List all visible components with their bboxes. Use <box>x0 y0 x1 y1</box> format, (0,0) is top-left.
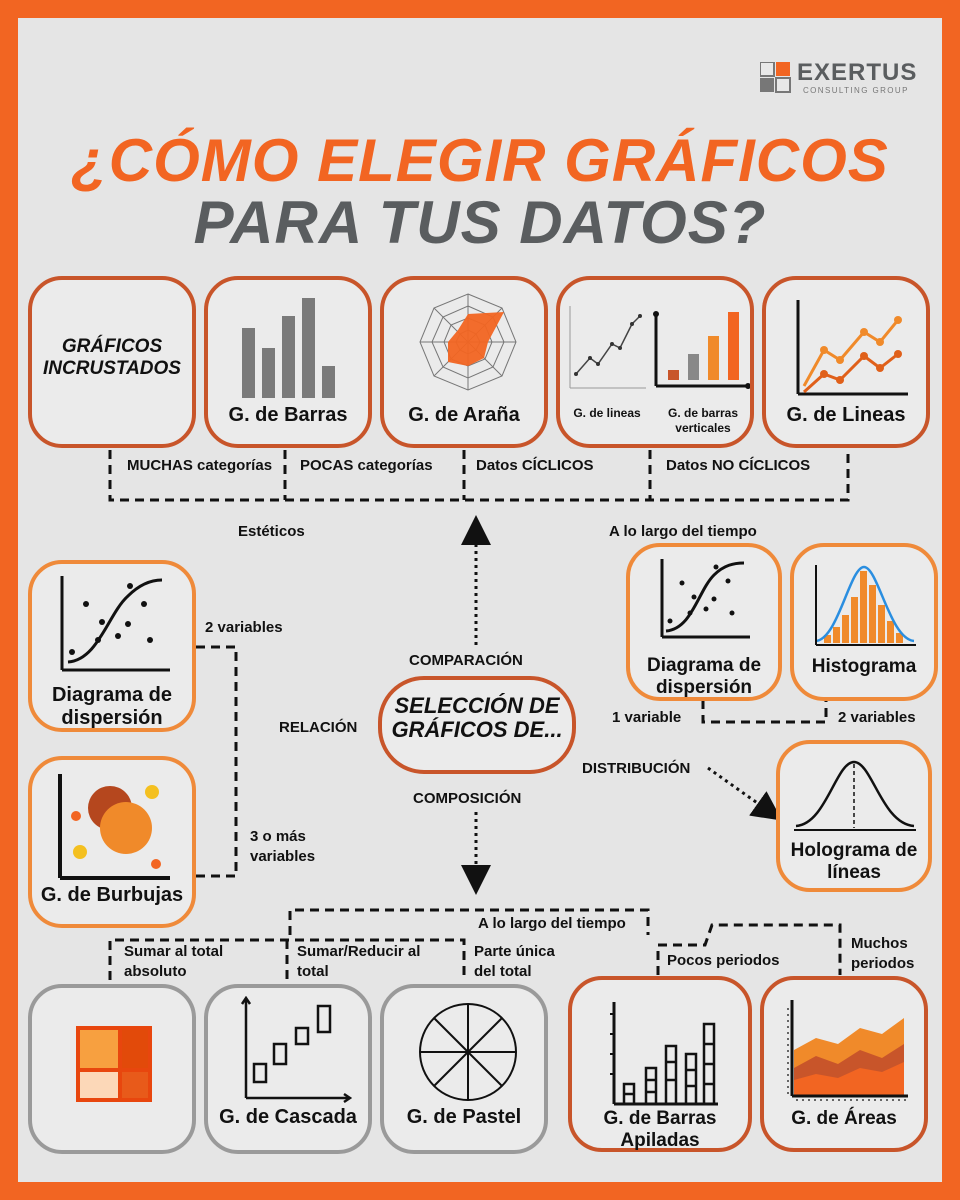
chart-label-waterfall: G. de Cascada <box>219 1106 357 1128</box>
category-distribution: DISTRIBUCIÓN <box>582 760 691 777</box>
line-chart-icon <box>794 298 910 398</box>
condition-few-categories: POCAS categorías <box>300 457 433 474</box>
chart-label-bubbles: G. de Burbujas <box>40 884 184 906</box>
title-line-2: PARA TUS DATOS? <box>193 189 767 256</box>
composition-few-periods: Pocos periodos <box>667 952 780 969</box>
bell-curve-icon <box>792 758 918 832</box>
composition-sum-total: Sumar al total absoluto <box>124 943 224 980</box>
line-chart-small-icon <box>568 304 648 390</box>
condition-many-categories: MUCHAS categorías <box>127 457 273 474</box>
chart-card-waterfall <box>204 984 372 1154</box>
bar-chart-icon <box>236 294 346 398</box>
chart-card-embedded <box>28 276 196 448</box>
composition-single-part: Parte única del total <box>474 943 555 980</box>
chart-card-treemap <box>28 984 196 1154</box>
histogram-icon <box>814 563 918 647</box>
chart-card-spider <box>380 276 548 448</box>
relation-three-vars: 3 o más variables <box>250 828 316 865</box>
chart-label-areas: G. de Áreas <box>791 1108 897 1129</box>
chart-label-vertical-bars: G. de barras verticales <box>667 406 739 435</box>
composition-sum-reduce: Sumar/Reducir al total <box>297 943 421 980</box>
chart-label-bars: G. de Barras <box>228 404 348 426</box>
chart-card-histogram <box>790 543 938 701</box>
chart-label-pie: G. de Pastel <box>406 1106 522 1128</box>
chart-label-lines: G. de Lineas <box>786 404 906 426</box>
chart-label-lines-small: G. de lineas <box>573 406 641 420</box>
treemap-icon <box>76 1026 152 1102</box>
brand-tagline: CONSULTING GROUP <box>803 86 909 95</box>
branch-over-time: A lo largo del tiempo <box>609 523 757 540</box>
bubble-chart-icon <box>56 772 172 882</box>
category-relation: RELACIÓN <box>279 719 358 736</box>
scatter-chart-icon <box>58 574 172 674</box>
branch-aesthetic: Estéticos <box>238 523 305 540</box>
area-chart-icon <box>786 998 910 1102</box>
chart-card-pie <box>380 984 548 1154</box>
chart-label-scatter-relation: Diagrama de dispersión <box>51 684 173 729</box>
chart-card-line-hologram <box>776 740 932 892</box>
relation-two-vars: 2 variables <box>205 619 283 636</box>
chart-label-spider: G. de Araña <box>408 404 520 426</box>
pie-chart-icon <box>416 1000 520 1104</box>
chart-card-bars <box>204 276 372 448</box>
chart-card-areas <box>760 976 928 1152</box>
title-line-1: ¿CÓMO ELEGIR GRÁFICOS <box>71 127 889 194</box>
chart-card-stacked-bars <box>568 976 752 1152</box>
center-title: SELECCIÓN DE GRÁFICOS DE... <box>391 693 563 742</box>
chart-label-histogram: Histograma <box>811 656 917 677</box>
chart-label-embedded: GRÁFICOS INCRUSTADOS <box>43 336 181 379</box>
category-comparison: COMPARACIÓN <box>409 652 523 669</box>
distribution-two-vars: 2 variables <box>838 709 916 726</box>
scatter-distribution-icon <box>658 557 752 641</box>
condition-cyclic: Datos CÍCLICOS <box>476 457 594 474</box>
center-node <box>378 676 576 774</box>
chart-label-stacked-bars: G. de Barras Apiladas <box>603 1108 717 1151</box>
vertical-bar-chart-icon <box>652 310 750 390</box>
chart-label-scatter-distribution: Diagrama de dispersión <box>646 655 762 698</box>
condition-non-cyclic: Datos NO CÍCLICOS <box>666 457 811 474</box>
chart-card-lines-vbars <box>556 276 754 448</box>
chart-label-line-hologram: Holograma de líneas <box>790 840 918 883</box>
chart-card-bubbles <box>28 756 196 928</box>
waterfall-chart-icon <box>232 996 352 1104</box>
brand-name: EXERTUS <box>797 59 918 86</box>
composition-over-time: A lo largo del tiempo <box>478 915 626 932</box>
stacked-bar-chart-icon <box>608 1000 720 1106</box>
distribution-one-var: 1 variable <box>612 709 682 726</box>
chart-card-scatter-relation <box>28 560 196 732</box>
spider-chart-icon <box>418 292 518 392</box>
composition-many-periods: Muchos periodos <box>851 935 915 972</box>
chart-card-scatter-distribution <box>626 543 782 701</box>
category-composition: COMPOSICIÓN <box>413 790 522 807</box>
chart-card-lines <box>762 276 930 448</box>
